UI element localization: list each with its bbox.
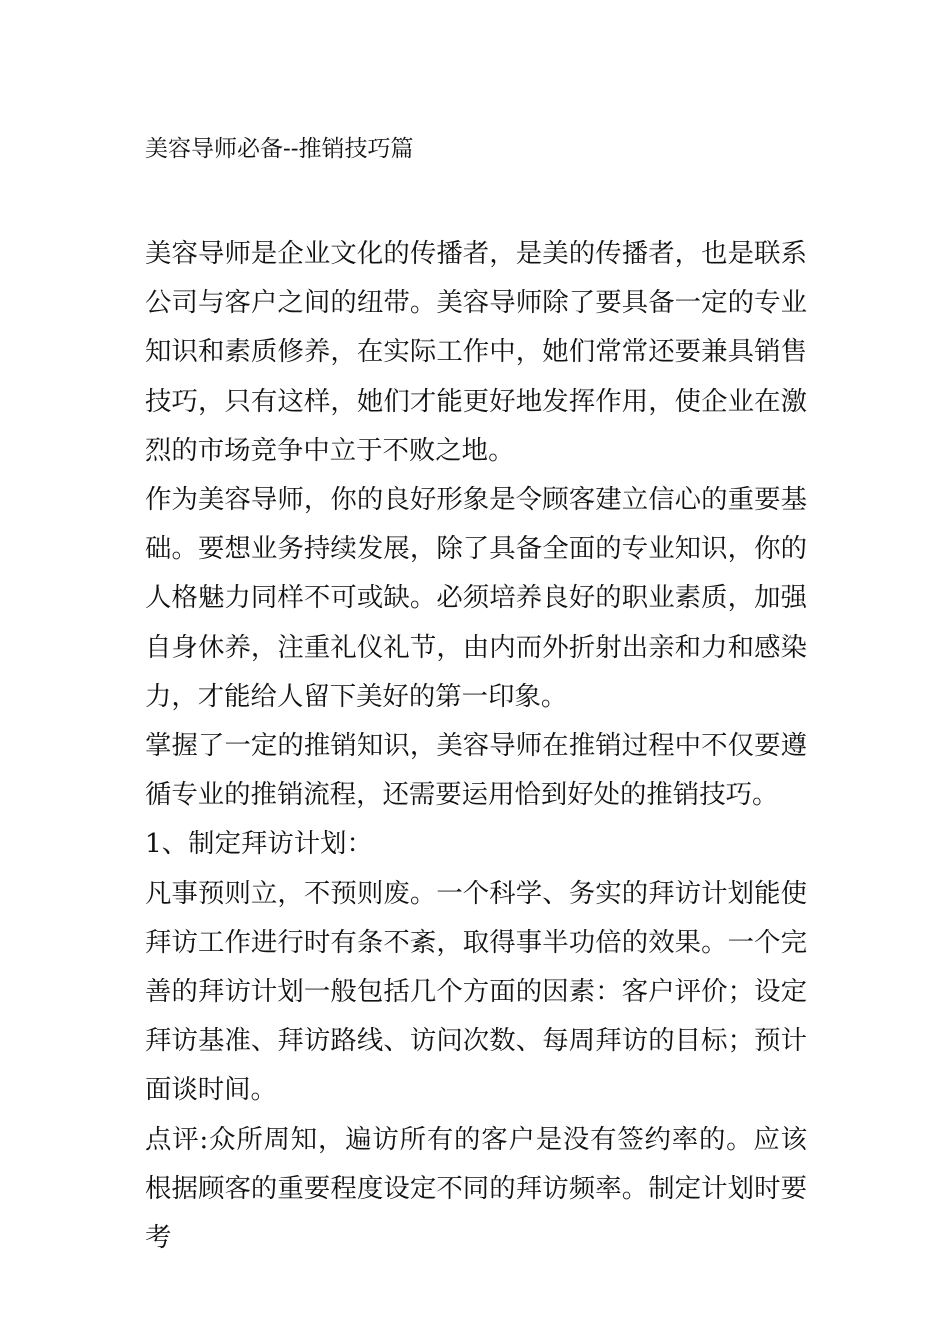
paragraph-visit-plan: 凡事预则立，不预则废。一个科学、务实的拜访计划能使拜访工作进行时有条不紊，取得事半功倍的效果。一个完善的拜访计划一般包括几个方面的因素：客户评价；设定拜访基准、拜访路线、访问次数、每周拜访的目标；预计面谈时间。 [145, 877, 807, 1106]
section-heading-visit-plan: 1、制定拜访计划： [145, 828, 373, 860]
paragraph-comment: 点评:众所周知，遍访所有的客户是没有签约率的。应该根据顾客的重要程度设定不同的拜访频率。制定计划时要考 [145, 1123, 807, 1254]
paragraph-image: 作为美容导师，你的良好形象是令顾客建立信心的重要基础。要想业务持续发展，除了具备全面的专业知识，你的人格魅力同样不可或缺。必须培养良好的职业素质，加强自身休养，注重礼仪礼节，由内而外折射出亲和力和感染力，才能给人留下美好的第一印象。 [145, 484, 807, 712]
document-body [145, 229, 807, 1262]
paragraph-intro: 美容导师是企业文化的传播者，是美的传播者，也是联系公司与客户之间的纽带。美容导师除了要具备一定的专业知识和素质修养，在实际工作中，她们常常还要兼具销售技巧，只有这样，她们才能更好地发挥作用，使企业在激烈的市场竞争中立于不败之地。 [145, 238, 807, 466]
paragraph-skills: 掌握了一定的推销知识，美容导师在推销过程中不仅要遵循专业的推销流程，还需要运用恰到好处的推销技巧。 [145, 730, 807, 811]
document-title: 美容导师必备--推销技巧篇 [145, 136, 414, 162]
